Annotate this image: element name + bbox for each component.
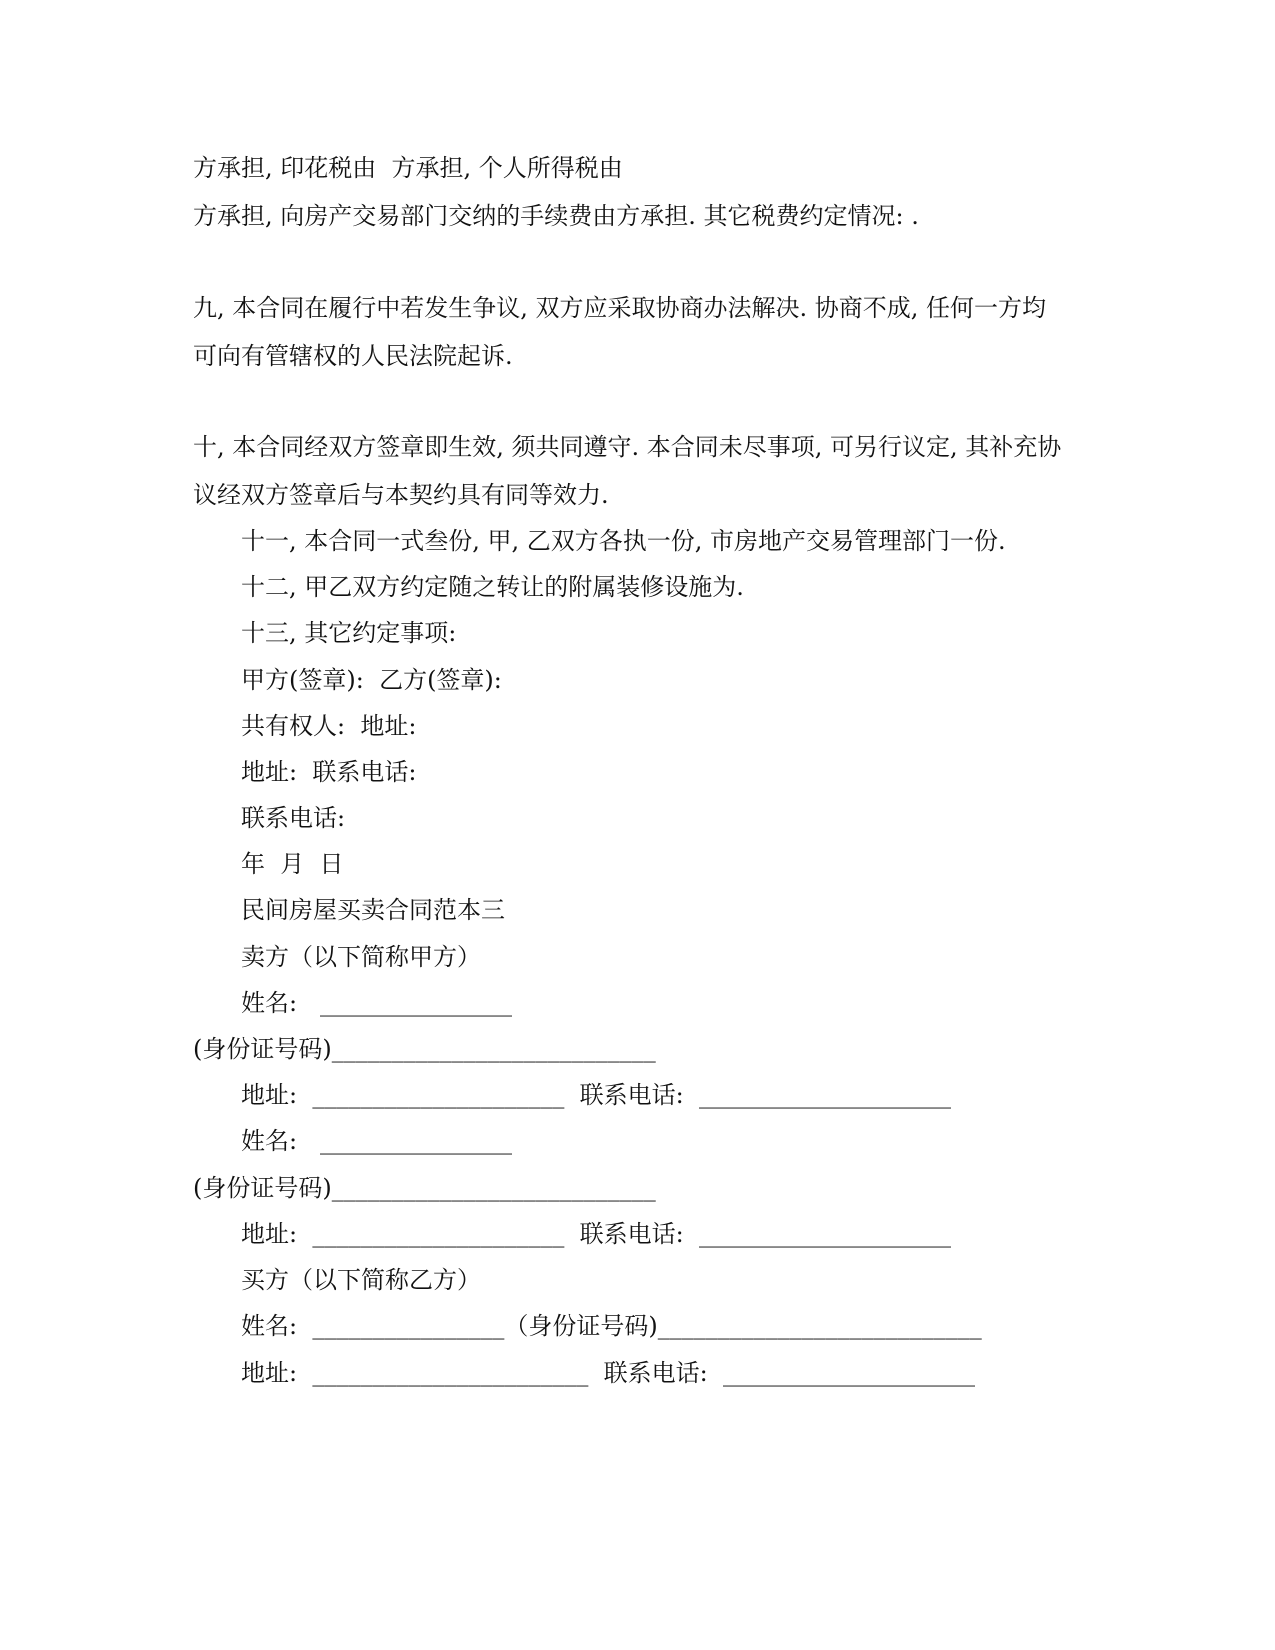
- buyer-heading: 买方（以下简称乙方）: [241, 1266, 481, 1294]
- clause-12: 十二, 甲乙双方约定随之转让的附属装修设施为.: [241, 573, 744, 601]
- clause-9-line-1: 九, 本合同在履行中若发生争议, 双方应采取协商办法解决. 协商不成, 任何一方均: [193, 294, 1047, 322]
- seller-2-address-phone-field: 地址: _____________________ 联系电话: _____________________: [241, 1220, 951, 1248]
- clause-11: 十一, 本合同一式叁份, 甲, 乙双方各执一份, 市房地产交易管理部门一份.: [241, 527, 1006, 555]
- seller-2-name-field: 姓名: ________________: [241, 1127, 512, 1155]
- signature-line: 甲方(签章): 乙方(签章):: [241, 666, 502, 694]
- text-line-tax-1: 方承担, 印花税由 方承担, 个人所得税由: [193, 154, 623, 182]
- address-phone-line: 地址: 联系电话:: [241, 758, 417, 786]
- clause-13: 十三, 其它约定事项:: [241, 619, 457, 647]
- phone-line: 联系电话:: [241, 804, 346, 832]
- seller-1-name-field: 姓名: ________________: [241, 989, 512, 1017]
- clause-10-line-1: 十, 本合同经双方签章即生效, 须共同遵守. 本合同未尽事项, 可另行议定, 其补充协: [193, 433, 1062, 461]
- seller-2-id-field: (身份证号码)___________________________: [193, 1174, 656, 1202]
- seller-1-id-field: (身份证号码)___________________________: [193, 1035, 656, 1063]
- text-line-tax-2: 方承担, 向房产交易部门交纳的手续费由方承担. 其它税费约定情况: .: [193, 202, 919, 230]
- clause-10-line-2: 议经双方签章后与本契约具有同等效力.: [193, 481, 609, 509]
- section-title: 民间房屋买卖合同范本三: [241, 896, 505, 924]
- buyer-address-phone-field: 地址: _______________________ 联系电话: _____________________: [241, 1359, 975, 1387]
- seller-1-address-phone-field: 地址: _____________________ 联系电话: _____________________: [241, 1081, 951, 1109]
- seller-heading: 卖方（以下简称甲方）: [241, 943, 481, 971]
- date-line: 年 月 日: [241, 850, 344, 878]
- buyer-name-id-field: 姓名: ________________（身份证号码)___________________________: [241, 1312, 982, 1340]
- clause-9-line-2: 可向有管辖权的人民法院起诉.: [193, 342, 513, 370]
- co-owner-address-line: 共有权人: 地址:: [241, 712, 417, 740]
